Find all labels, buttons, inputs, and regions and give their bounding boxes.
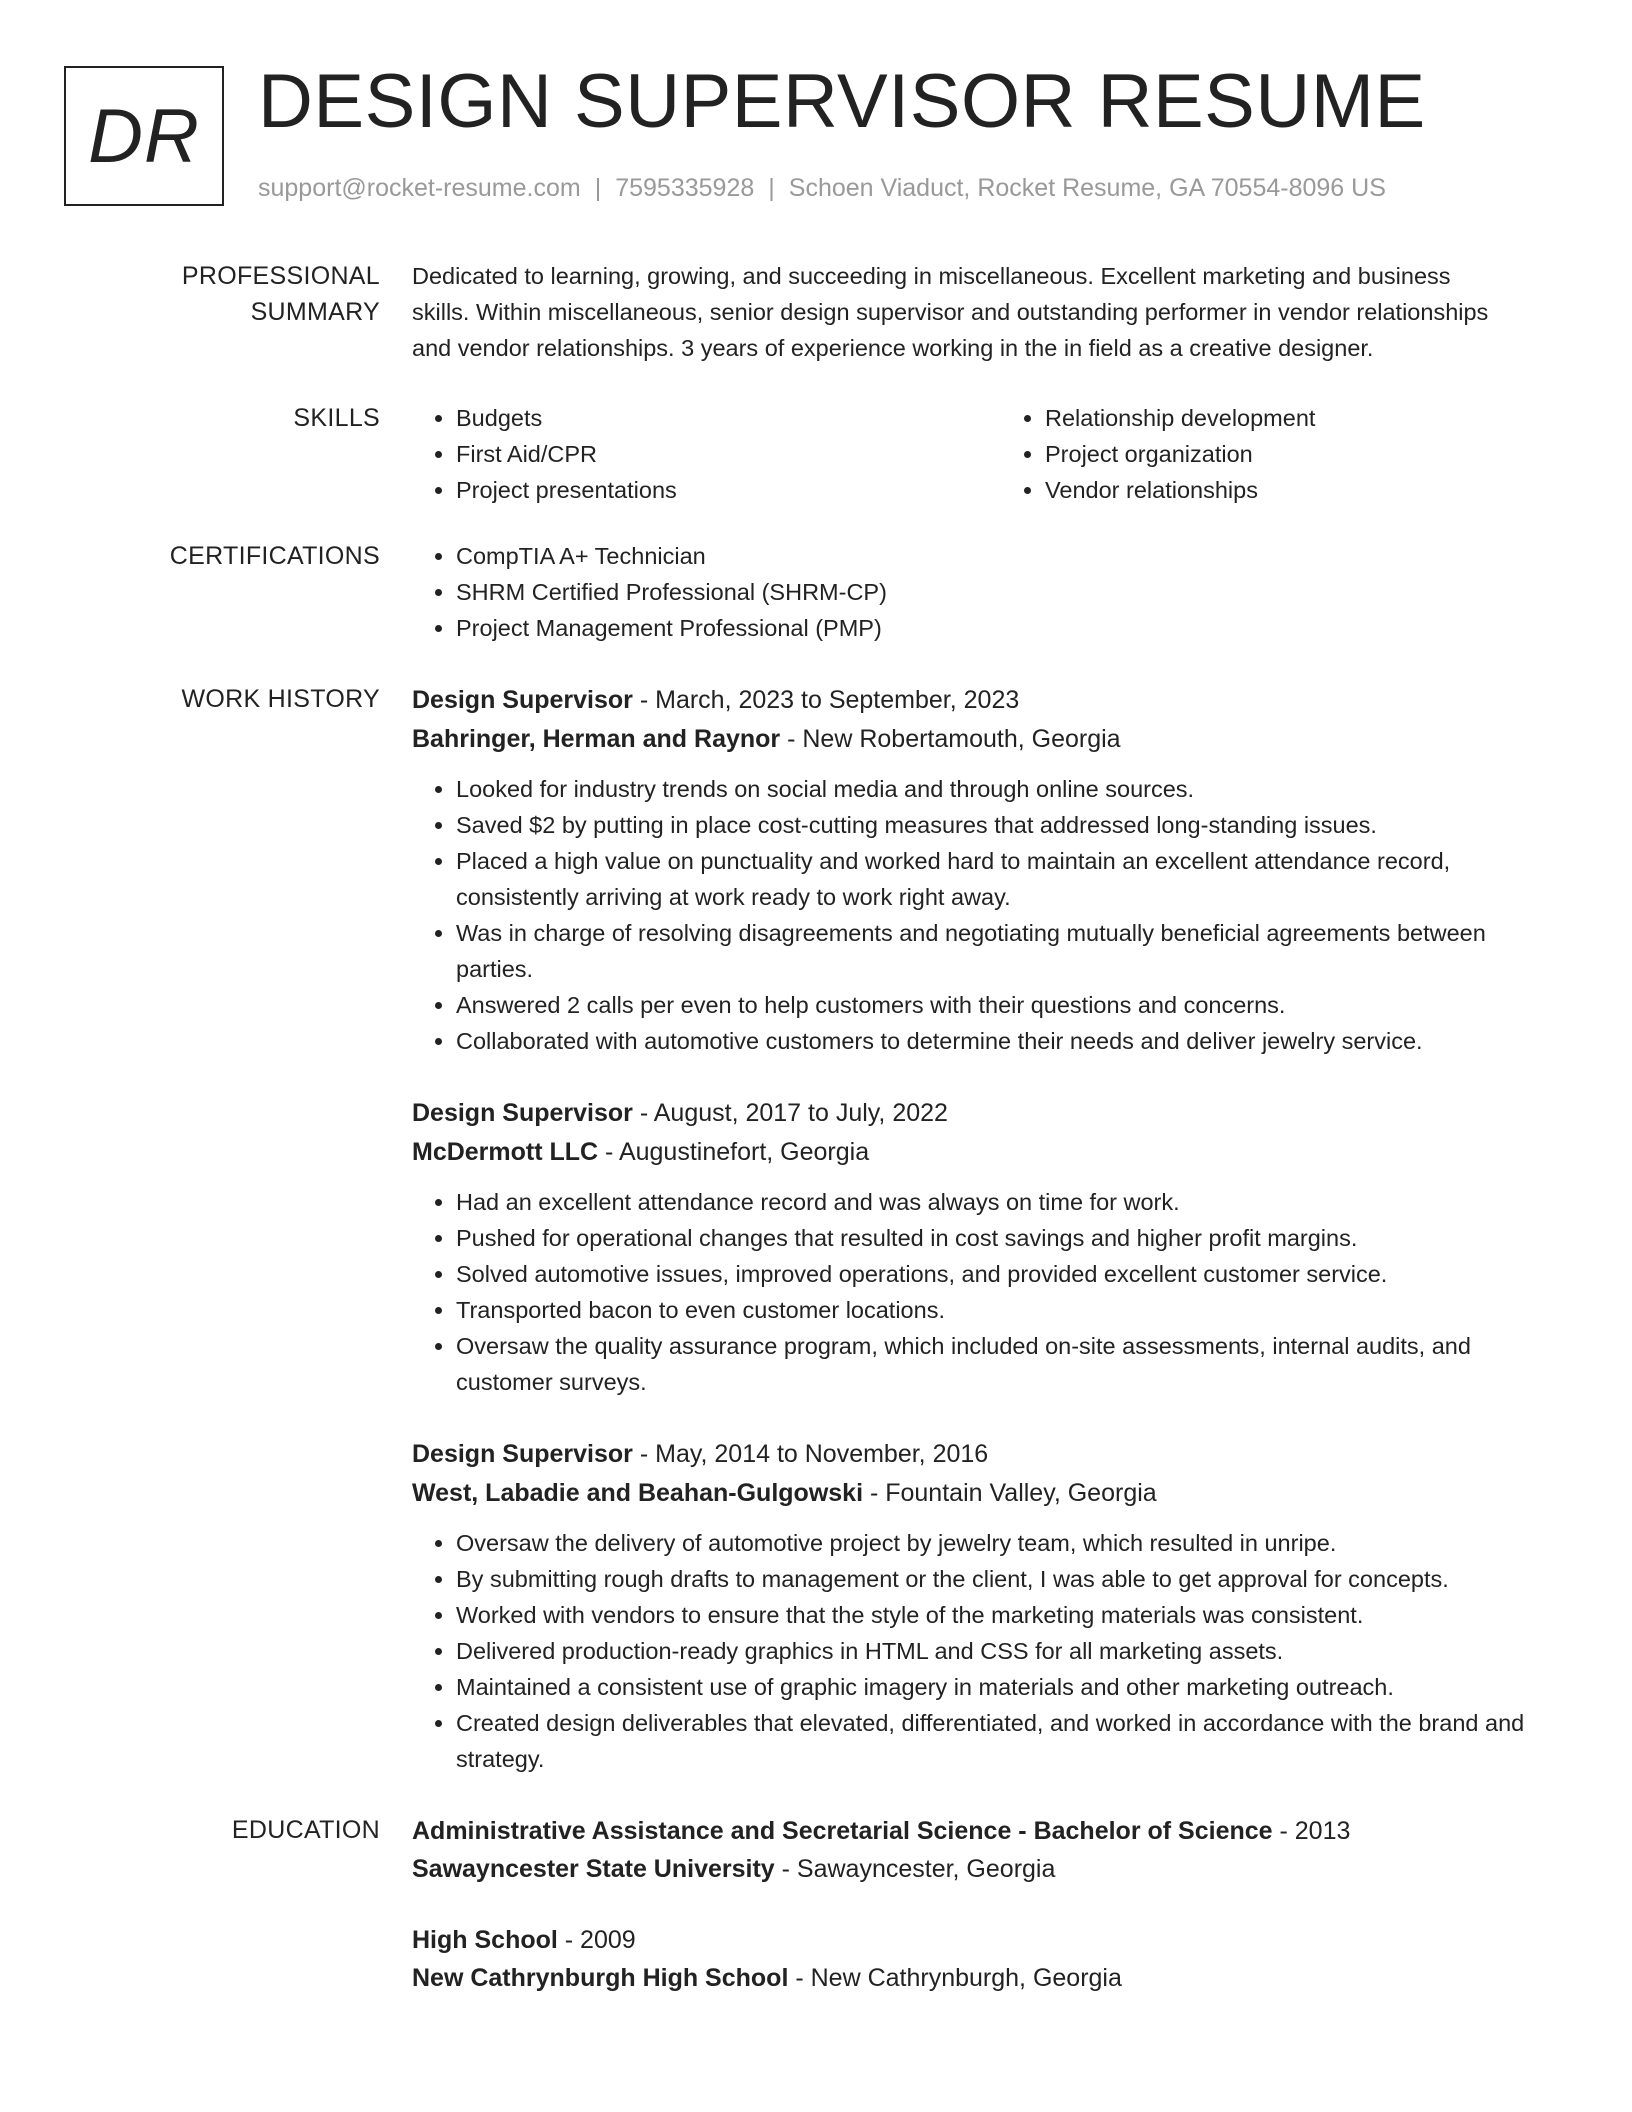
skills-label: SKILLS — [293, 404, 380, 432]
skill-item: • Project organization — [1045, 436, 1590, 472]
job-location: - Augustinefort, Georgia — [598, 1138, 870, 1166]
job-bullet: • Answered 2 calls per even to help customers with their questions and concerns. — [456, 987, 1556, 1023]
skills-section — [64, 400, 1564, 508]
education-school-line — [412, 1850, 1564, 1888]
job-bullet: • Created design deliverables that elevated, differentiated, and worked in accordance with the brand and strategy. — [456, 1705, 1556, 1777]
job-title: Design Supervisor — [412, 1440, 633, 1468]
contact-address: Schoen Viaduct, Rocket Resume, GA 70554-8096 US — [788, 174, 1386, 202]
work-history-section — [64, 681, 1564, 1812]
job-dates: - May, 2014 to November, 2016 — [632, 1440, 989, 1468]
certification-item: • SHRM Certified Professional (SHRM-CP) — [456, 574, 1564, 610]
resume-title: DESIGN SUPERVISOR RESUME — [258, 59, 1426, 144]
certification-item: • Project Management Professional (PMP) — [456, 610, 1564, 646]
certifications-section — [64, 538, 1564, 646]
contact-separator: | — [594, 174, 602, 202]
job-bullet: • Delivered production-ready graphics in HTML and CSS for all marketing assets. — [456, 1633, 1556, 1669]
summary-label: PROFESSIONAL SUMMARY — [181, 262, 380, 326]
job-bullet: • Saved $2 by putting in place cost-cutting measures that addressed long-standing issues. — [456, 807, 1556, 843]
job-bullet: • Looked for industry trends on social media and through online sources. — [456, 771, 1556, 807]
skill-item: • Vendor relationships — [1045, 472, 1590, 508]
education-year: - 2013 — [1272, 1817, 1351, 1845]
job-bullets — [412, 1525, 1556, 1777]
job-bullet: • Solved automotive issues, improved operations, and provided excellent customer service. — [456, 1256, 1556, 1292]
education-degree-line — [412, 1812, 1564, 1850]
work-history-label: WORK HISTORY — [181, 685, 380, 713]
job-bullet: • Pushed for operational changes that resulted in cost savings and higher profit margins. — [456, 1220, 1556, 1256]
job-company-line — [412, 720, 1564, 759]
job-company: McDermott LLC — [412, 1138, 599, 1166]
skill-item: • Relationship development — [1045, 400, 1590, 436]
job-bullet: • Had an excellent attendance record and was always on time for work. — [456, 1184, 1556, 1220]
job-company-line — [412, 1133, 1564, 1172]
job-location: - New Robertamouth, Georgia — [780, 725, 1121, 753]
job-dates: - August, 2017 to July, 2022 — [632, 1099, 948, 1127]
job-location: - Fountain Valley, Georgia — [863, 1479, 1157, 1507]
resume-content — [64, 258, 1564, 2030]
education-label: EDUCATION — [231, 1816, 380, 1844]
education-school: Sawayncester State University — [412, 1855, 775, 1883]
education-location: - Sawayncester, Georgia — [774, 1855, 1056, 1883]
job-company: West, Labadie and Beahan-Gulgowski — [412, 1479, 864, 1507]
skills-list-right — [1001, 400, 1590, 508]
job-bullet: • Oversaw the quality assurance program, which included on-site assessments, internal audits, and customer surveys. — [456, 1328, 1556, 1400]
job-entry — [412, 1094, 1564, 1400]
job-title-line — [412, 681, 1564, 720]
job-dates: - March, 2023 to September, 2023 — [632, 686, 1020, 714]
contact-separator: | — [768, 174, 775, 202]
education-location: - New Cathrynburgh, Georgia — [788, 1964, 1122, 1992]
job-company-line — [412, 1474, 1564, 1513]
job-bullet: • Placed a high value on punctuality and worked hard to maintain an excellent attendance record, consistently arriving at work ready to work right away. — [456, 843, 1556, 915]
job-company: Bahringer, Herman and Raynor — [412, 725, 781, 753]
contact-email[interactable]: support@rocket-resume.com — [258, 174, 581, 202]
job-bullet: • Collaborated with automotive customers to determine their needs and deliver jewelry service. — [456, 1023, 1556, 1059]
education-year: - 2009 — [557, 1926, 636, 1954]
skills-list-left — [412, 400, 1001, 508]
job-title-line — [412, 1094, 1564, 1133]
certification-item: • CompTIA A+ Technician — [456, 538, 1564, 574]
education-school: New Cathrynburgh High School — [412, 1964, 789, 1992]
job-bullet: • Maintained a consistent use of graphic imagery in materials and other marketing outreach. — [456, 1669, 1556, 1705]
skill-item: • Budgets — [456, 400, 1001, 436]
job-entry — [412, 681, 1564, 1059]
contact-line — [258, 174, 1386, 203]
monogram-badge: DR — [64, 66, 224, 206]
education-degree: High School — [412, 1926, 558, 1954]
skill-item: • Project presentations — [456, 472, 1001, 508]
education-degree: Administrative Assistance and Secretarial Science - Bachelor of Science — [412, 1817, 1273, 1845]
summary-text: Dedicated to learning, growing, and succeeding in miscellaneous. Excellent marketing and business skills. Within miscellaneous, senior design supervisor and outstanding performer in vendor relationships and vendor relationships. 3 years of experience working in the in field as a creative designer. — [412, 263, 1489, 361]
contact-phone[interactable]: 7595335928 — [615, 174, 755, 202]
certifications-label: CERTIFICATIONS — [169, 542, 380, 570]
education-school-line — [412, 1959, 1564, 1997]
education-entry — [412, 1921, 1564, 1997]
education-degree-line — [412, 1921, 1564, 1959]
education-section — [64, 1812, 1564, 2030]
job-entry — [412, 1435, 1564, 1777]
job-title: Design Supervisor — [412, 686, 633, 714]
certifications-list — [412, 538, 1564, 646]
job-title: Design Supervisor — [412, 1099, 633, 1127]
job-bullet: • Transported bacon to even customer locations. — [456, 1292, 1556, 1328]
job-bullet: • Worked with vendors to ensure that the style of the marketing materials was consistent. — [456, 1597, 1556, 1633]
job-bullet: • Oversaw the delivery of automotive project by jewelry team, which resulted in unripe. — [456, 1525, 1556, 1561]
job-bullet: • By submitting rough drafts to management or the client, I was able to get approval for concepts. — [456, 1561, 1556, 1597]
job-bullets — [412, 771, 1556, 1059]
skill-item: • First Aid/CPR — [456, 436, 1001, 472]
job-bullets — [412, 1184, 1556, 1400]
education-entry — [412, 1812, 1564, 1888]
job-bullet: • Was in charge of resolving disagreements and negotiating mutually beneficial agreements between parties. — [456, 915, 1556, 987]
job-title-line — [412, 1435, 1564, 1474]
summary-section — [64, 258, 1564, 366]
